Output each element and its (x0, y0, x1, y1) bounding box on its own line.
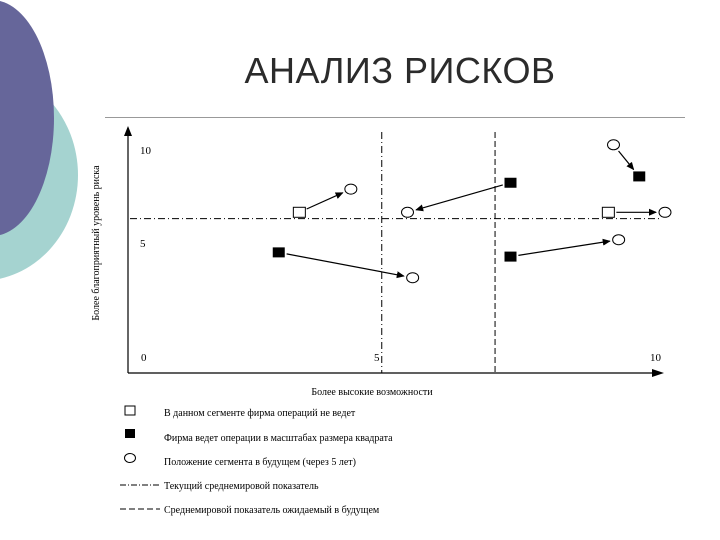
page-title: АНАЛИЗ РИСКОВ (244, 50, 556, 91)
movement-arrow (307, 193, 343, 209)
future-position-circle (608, 140, 620, 150)
x-tick-label: 0 (141, 352, 147, 364)
legend-label: Текущий среднемировой показатель (164, 481, 319, 492)
legend-label: Положение сегмента в будущем (через 5 лет) (164, 457, 356, 468)
x-tick-label: 10 (650, 352, 661, 364)
legend-label: Среднемировой показатель ожидаемый в будущем (164, 505, 380, 516)
active-segment-square (633, 171, 645, 181)
future-position-circle (659, 207, 671, 217)
future-position-circle (407, 273, 419, 283)
y-axis-label: Более благоприятный уровень риска (91, 165, 102, 321)
inactive-segment-square (602, 207, 614, 217)
future-position-circle (345, 184, 357, 194)
tick-labels (140, 145, 662, 364)
legend-label: Фирма ведет операции в масштабах размера квадрата (164, 433, 393, 444)
movement-arrow (287, 254, 404, 276)
x-axis-arrow (652, 369, 664, 377)
x-tick-label: 5 (374, 352, 380, 364)
x-axis-label: Более высокие возможности (311, 387, 433, 398)
legend-filled-square (125, 429, 135, 438)
legend-open-square (125, 406, 135, 415)
movement-arrow (518, 241, 609, 255)
segment-markers (273, 140, 671, 283)
y-tick-label: 10 (140, 145, 151, 157)
y-tick-label: 5 (140, 238, 146, 250)
axes (124, 126, 664, 377)
future-position-circle (613, 235, 625, 245)
legend-label: В данном сегменте фирма операций не ведет (164, 408, 356, 419)
legend-circle (125, 454, 136, 463)
active-segment-square (505, 252, 517, 262)
inactive-segment-square (293, 207, 305, 217)
segment-arrows (287, 151, 656, 276)
active-segment-square (505, 178, 517, 188)
movement-arrow (416, 185, 503, 210)
future-position-circle (402, 207, 414, 217)
reference-lines (130, 132, 660, 373)
legend (120, 406, 393, 516)
movement-arrow (619, 151, 634, 169)
active-segment-square (273, 247, 285, 257)
y-axis-arrow (124, 126, 132, 136)
